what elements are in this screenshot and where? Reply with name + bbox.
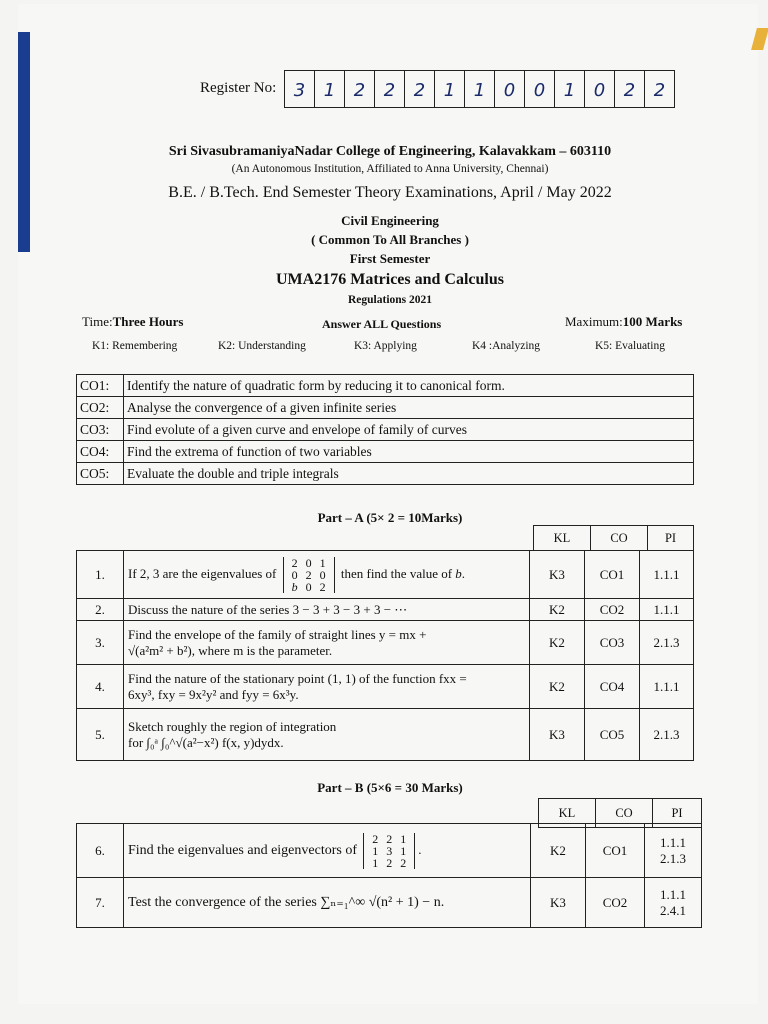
co-row xyxy=(77,441,694,463)
performance-indicator xyxy=(645,878,702,928)
time-info: Time:Three Hours xyxy=(82,314,184,329)
question-line: Find the envelope of the family of straight lines y = mx + xyxy=(128,626,427,642)
matrix-cell: 2 xyxy=(319,579,326,594)
pi-value: 1.1.1 xyxy=(660,886,686,902)
course-outcomes-table xyxy=(76,374,694,485)
matrix-cell: b xyxy=(291,579,298,594)
col-pi: PI xyxy=(648,526,694,551)
question-line: Sketch roughly the region of integration xyxy=(128,718,337,734)
register-digit: 0 xyxy=(525,71,555,107)
question-number: 4. xyxy=(77,665,124,709)
q1-text-pre: If 2, 3 are the eigenvalues of xyxy=(128,565,277,581)
matrix-cell: 1 xyxy=(400,843,407,858)
part-a-questions xyxy=(76,550,694,761)
co-code: CO4: xyxy=(77,441,124,463)
question-text: Discuss the nature of the series 3 − 3 + 3 − 3 + 3 − ⋯ xyxy=(124,599,530,621)
performance-indicator: 1.1.1 xyxy=(640,551,694,599)
matrix-cell: 1 xyxy=(372,843,379,858)
course-outcome: CO5 xyxy=(585,709,640,761)
q1-period: . xyxy=(461,565,466,581)
co-text: Identify the nature of quadratic form by reducing it to canonical form. xyxy=(124,375,694,397)
level-k1: K1: Remembering xyxy=(92,340,178,352)
part-b-questions xyxy=(76,823,702,928)
question-number: 7. xyxy=(77,878,124,928)
course-outcome: CO3 xyxy=(585,621,640,665)
knowledge-level: K3 xyxy=(530,709,585,761)
register-digit: 0 xyxy=(585,71,615,107)
col-pi: PI xyxy=(653,799,702,828)
max-marks: Maximum:100 Marks xyxy=(565,314,683,329)
col-co: CO xyxy=(591,526,648,551)
register-label: Register No: xyxy=(200,80,277,96)
pi-value: 2.4.1 xyxy=(660,902,686,918)
register-digit: 2 xyxy=(345,71,375,107)
question-line: √(a²m² + b²), where m is the parameter. xyxy=(128,642,333,658)
question-number: 2. xyxy=(77,599,124,621)
question-row xyxy=(77,551,694,599)
register-digit: 3 xyxy=(285,71,315,107)
co-row xyxy=(77,397,694,419)
regulations: Regulations 2021 xyxy=(347,294,433,306)
co-row xyxy=(77,463,694,485)
question-number: 3. xyxy=(77,621,124,665)
level-k2: K2: Understanding xyxy=(218,340,306,352)
question-number: 6. xyxy=(77,824,124,878)
course-outcome: CO2 xyxy=(585,599,640,621)
matrix-cell: 1 xyxy=(372,855,379,870)
college-name: Sri SivasubramaniyaNadar College of Engineering, Kalavakkam – 603110 xyxy=(168,144,612,159)
question-row xyxy=(77,878,702,928)
common-branches: ( Common To All Branches ) xyxy=(311,232,469,247)
answer-instruction: Answer ALL Questions xyxy=(322,317,442,331)
question-row xyxy=(77,709,694,761)
performance-indicator: 1.1.1 xyxy=(640,599,694,621)
col-kl: KL xyxy=(534,526,591,551)
matrix-cell: 1 xyxy=(319,555,326,570)
q1-variable: b xyxy=(455,565,462,581)
q6-text: Find the eigenvalues and eigenvectors of xyxy=(128,842,357,858)
exam-title: B.E. / B.Tech. End Semester Theory Examinations, April / May 2022 xyxy=(168,184,612,201)
register-digit: 1 xyxy=(465,71,495,107)
co-code: CO1: xyxy=(77,375,124,397)
q6-matrix xyxy=(363,833,415,869)
matrix-cell: 2 xyxy=(372,831,379,846)
question-row xyxy=(77,824,702,878)
level-k4: K4 :Analyzing xyxy=(472,340,541,352)
course-outcome: CO2 xyxy=(586,878,645,928)
register-digit: 1 xyxy=(435,71,465,107)
performance-indicator: 2.1.3 xyxy=(640,709,694,761)
knowledge-level: K3 xyxy=(530,551,585,599)
register-digit: 2 xyxy=(405,71,435,107)
register-digit: 2 xyxy=(375,71,405,107)
performance-indicator: 1.1.1 xyxy=(640,665,694,709)
col-co: CO xyxy=(596,799,653,828)
knowledge-level: K2 xyxy=(531,824,586,878)
matrix-cell: 2 xyxy=(400,855,407,870)
course-outcome: CO1 xyxy=(585,551,640,599)
co-text: Find the extrema of function of two variables xyxy=(124,441,694,463)
co-code: CO3: xyxy=(77,419,124,441)
matrix-cell: 3 xyxy=(386,843,393,858)
question-line: Find the nature of the stationary point (1, 1) of the function fxx = xyxy=(128,670,467,686)
question-row xyxy=(77,599,694,621)
knowledge-level: K2 xyxy=(530,599,585,621)
part-a-column-header xyxy=(533,525,694,551)
knowledge-level: K2 xyxy=(530,665,585,709)
course-outcome: CO1 xyxy=(586,824,645,878)
pi-value: 2.1.3 xyxy=(660,850,686,866)
course-title: UMA2176 Matrices and Calculus xyxy=(276,271,504,288)
question-row xyxy=(77,621,694,665)
matrix-cell: 2 xyxy=(386,831,393,846)
register-number-boxes xyxy=(284,70,675,108)
co-text: Find evolute of a given curve and envelope of family of curves xyxy=(124,419,694,441)
matrix-cell: 0 xyxy=(319,567,326,582)
matrix-cell: 2 xyxy=(305,567,312,582)
part-a-title: Part – A (5× 2 = 10Marks) xyxy=(317,510,463,525)
register-digit: 2 xyxy=(615,71,645,107)
semester: First Semester xyxy=(349,251,431,266)
question-text xyxy=(124,551,530,599)
co-code: CO5: xyxy=(77,463,124,485)
matrix-cell: 1 xyxy=(400,831,407,846)
matrix-cell: 0 xyxy=(305,579,312,594)
department: Civil Engineering xyxy=(341,213,439,228)
register-digit: 1 xyxy=(315,71,345,107)
co-code: CO2: xyxy=(77,397,124,419)
question-line: for ∫₀ᵃ ∫₀^√(a²−x²) f(x, y)dydx. xyxy=(128,734,284,750)
register-digit: 2 xyxy=(653,80,666,101)
matrix-cell: 2 xyxy=(386,855,393,870)
q1-text-post: then find the value of xyxy=(340,565,453,581)
level-k3: K3: Applying xyxy=(354,340,417,352)
matrix-cell: 2 xyxy=(291,555,298,570)
question-text xyxy=(124,709,530,761)
matrix-cell: 0 xyxy=(291,567,298,582)
question-line: 6xy³, fxy = 9x²y² and fyy = 6x³y. xyxy=(128,686,299,702)
co-text: Evaluate the double and triple integrals xyxy=(124,463,694,485)
register-digit: 0 xyxy=(495,71,525,107)
course-outcome: CO4 xyxy=(585,665,640,709)
co-row xyxy=(77,375,694,397)
performance-indicator xyxy=(645,824,702,878)
co-text: Analyse the convergence of a given infinite series xyxy=(124,397,694,419)
level-k5: K5: Evaluating xyxy=(595,340,665,352)
co-row xyxy=(77,419,694,441)
question-row xyxy=(77,665,694,709)
binder-edge-mark xyxy=(18,32,30,252)
matrix-cell: 0 xyxy=(305,555,312,570)
col-kl: KL xyxy=(539,799,596,828)
question-number: 1. xyxy=(77,551,124,599)
question-text xyxy=(124,621,530,665)
knowledge-level: K3 xyxy=(531,878,586,928)
knowledge-level: K2 xyxy=(530,621,585,665)
pi-value: 1.1.1 xyxy=(660,834,686,850)
q1-matrix xyxy=(283,557,335,593)
question-text xyxy=(124,665,530,709)
part-b-title: Part – B (5×6 = 30 Marks) xyxy=(317,780,463,795)
q6-period: . xyxy=(418,841,422,857)
question-text: Test the convergence of the series ∑ₙ₌₁^∞ √(n² + 1) − n. xyxy=(124,878,531,928)
performance-indicator: 2.1.3 xyxy=(640,621,694,665)
question-text xyxy=(124,824,531,878)
register-digit: 1 xyxy=(555,71,585,107)
question-number: 5. xyxy=(77,709,124,761)
autonomous-note: (An Autonomous Institution, Affiliated to Anna University, Chennai) xyxy=(231,163,549,175)
